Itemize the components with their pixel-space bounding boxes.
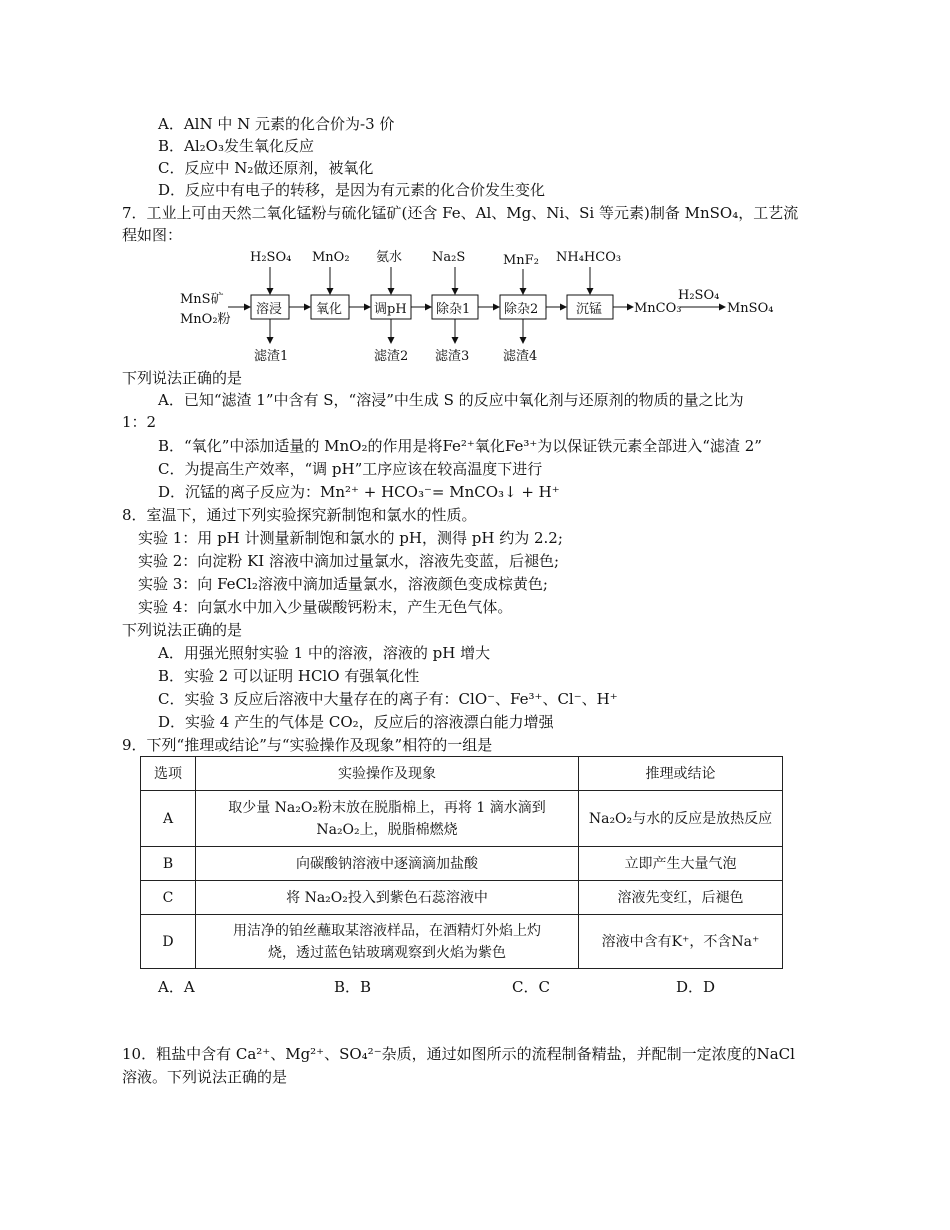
flow-residue-3: 滤渣3 [435,349,470,364]
row-a-operation-line1: 取少量 Na₂O₂粉末放在脱脂棉上，再将 1 滴水滴到 [228,799,546,816]
row-c-operation: 将 Na₂O₂投入到紫色石蕊溶液中 [196,881,579,915]
q10-stem-line2: 溶液。下列说法正确的是 [122,1068,288,1086]
flow-input-ore: MnS矿 [180,292,224,307]
svg-text:氧化: 氧化 [316,302,343,317]
row-a-conclusion: Na₂O₂与水的反应是放热反应 [579,791,783,847]
q9-choice-b: B．B [334,978,372,996]
flow-step-4 [432,295,478,319]
row-c-conclusion: 溶液先变红，后褪色 [579,881,783,915]
svg-text:溶浸: 溶浸 [256,302,283,317]
flow-product-mnso4: MnSO₄ [727,301,774,316]
q8-stem: 8．室温下，通过下列实验探究新制饱和氯水的性质。 [122,506,477,524]
q9-table [140,756,783,969]
row-d-operation [196,915,579,969]
flow-arrow-reagent: H₂SO₄ [678,288,720,303]
q8-exp2: 实验 2：向淀粉 KI 溶液中滴加过量氯水，溶液先变蓝，后褪色; [138,552,560,570]
flow-reagent-1: H₂SO₄ [250,250,292,265]
row-b-operation: 向碳酸钠溶液中逐滴滴加盐酸 [196,847,579,881]
q7-option-c: C．为提高生产效率，“调 pH”工序应该在较高温度下进行 [158,460,543,478]
svg-text:除杂1: 除杂1 [436,302,471,317]
q7-stem-line1: 7．工业上可由天然二氧化锰粉与硫化锰矿(还含 Fe、Al、Mg、Ni、Si 等元素)制备 MnSO₄，工艺流 [122,204,799,222]
flow-product-mnco3: MnCO₃ [634,301,682,316]
q10-stem-line1: 10．粗盐中含有 Ca²⁺、Mg²⁺、SO₄²⁻杂质，通过如图所示的流程制备精盐，并配制一定浓度的NaCl [122,1045,795,1063]
q9-choice-c: C．C [512,978,550,996]
q8-option-c: C．实验 3 反应后溶液中大量存在的离子有：ClO⁻、Fe³⁺、Cl⁻、H⁺ [158,690,618,708]
q8-option-b: B．实验 2 可以证明 HClO 有强氧化性 [158,667,420,685]
q8-exp3: 实验 3：向 FeCl₂溶液中滴加适量氯水，溶液颜色变成棕黄色; [138,575,548,593]
flow-step-3 [371,295,411,319]
q7-option-d: D．沉锰的离子反应为：Mn²⁺ + HCO₃⁻= MnCO₃↓ + H⁺ [158,483,560,501]
flow-input-mno2: MnO₂粉 [180,312,231,327]
q8-exp1: 实验 1：用 pH 计测量新制饱和氯水的 pH，测得 pH 约为 2.2; [138,529,563,547]
table-row [141,847,783,881]
q7-option-a-line2: 1：2 [122,413,157,431]
row-d-option: D [141,915,196,969]
row-a-operation-line2: Na₂O₂上，脱脂棉燃烧 [316,821,458,838]
flow-residue-2: 滤渣2 [374,349,409,364]
row-a-operation [196,791,579,847]
table-header-row [141,757,783,791]
q8-option-a: A．用强光照射实验 1 中的溶液，溶液的 pH 增大 [158,644,491,662]
q9-choice-a: A．A [158,978,195,996]
process-flow-diagram [170,243,810,368]
flow-step-5 [500,295,546,319]
row-b-conclusion: 立即产生大量气泡 [579,847,783,881]
svg-text:沉锰: 沉锰 [576,302,603,317]
q7-option-b: B．“氧化”中添加适量的 MnO₂的作用是将Fe²⁺氧化Fe³⁺为以保证铁元素全部进入“滤渣 2” [158,437,762,455]
flow-step-6 [567,295,613,319]
flow-reagent-2: MnO₂ [312,250,350,265]
table-row [141,791,783,847]
flow-reagent-5: MnF₂ [503,253,539,268]
svg-text:调pH: 调pH [374,302,407,317]
q9-stem: 9．下列“推理或结论”与“实验操作及现象”相符的一组是 [122,736,493,754]
q8-option-d: D．实验 4 产生的气体是 CO₂，反应后的溶液漂白能力增强 [158,713,554,731]
flow-reagent-6: NH₄HCO₃ [556,250,622,265]
row-b-option: B [141,847,196,881]
header-operation: 实验操作及现象 [196,757,579,791]
header-conclusion: 推理或结论 [579,757,783,791]
flow-step-1 [251,295,289,319]
table-row [141,881,783,915]
q6-option-b: B．Al₂O₃发生氧化反应 [158,137,314,155]
svg-text:除杂2: 除杂2 [504,302,539,317]
q8-ask: 下列说法正确的是 [122,621,243,639]
q6-option-c: C．反应中 N₂做还原剂，被氧化 [158,159,374,177]
q6-option-a: A．AlN 中 N 元素的化合价为-3 价 [158,115,395,133]
q7-stem-line2: 程如图： [122,226,183,244]
row-d-operation-line1: 用洁净的铂丝蘸取某溶液样品，在酒精灯外焰上灼 [233,922,541,939]
flow-step-2 [311,295,349,319]
flow-residue-4: 滤渣4 [503,349,538,364]
flow-reagent-4: Na₂S [432,250,466,265]
row-c-option: C [141,881,196,915]
q8-exp4: 实验 4：向氯水中加入少量碳酸钙粉末，产生无色气体。 [138,598,513,616]
row-d-operation-line2: 烧，透过蓝色钴玻璃观察到火焰为紫色 [268,944,506,961]
q7-option-a-line1: A．已知“滤渣 1”中含有 S，“溶浸”中生成 S 的反应中氧化剂与还原剂的物质的量之比为 [158,391,744,409]
q9-choice-d: D．D [676,978,716,996]
flow-reagent-3: 氨水 [376,250,403,265]
header-option: 选项 [141,757,196,791]
q6-option-d: D．反应中有电子的转移，是因为有元素的化合价发生变化 [158,181,546,199]
row-d-conclusion: 溶液中含有K⁺，不含Na⁺ [579,915,783,969]
row-a-option: A [141,791,196,847]
flow-residue-1: 滤渣1 [254,349,289,364]
table-row [141,915,783,969]
q7-ask: 下列说法正确的是 [122,369,243,387]
